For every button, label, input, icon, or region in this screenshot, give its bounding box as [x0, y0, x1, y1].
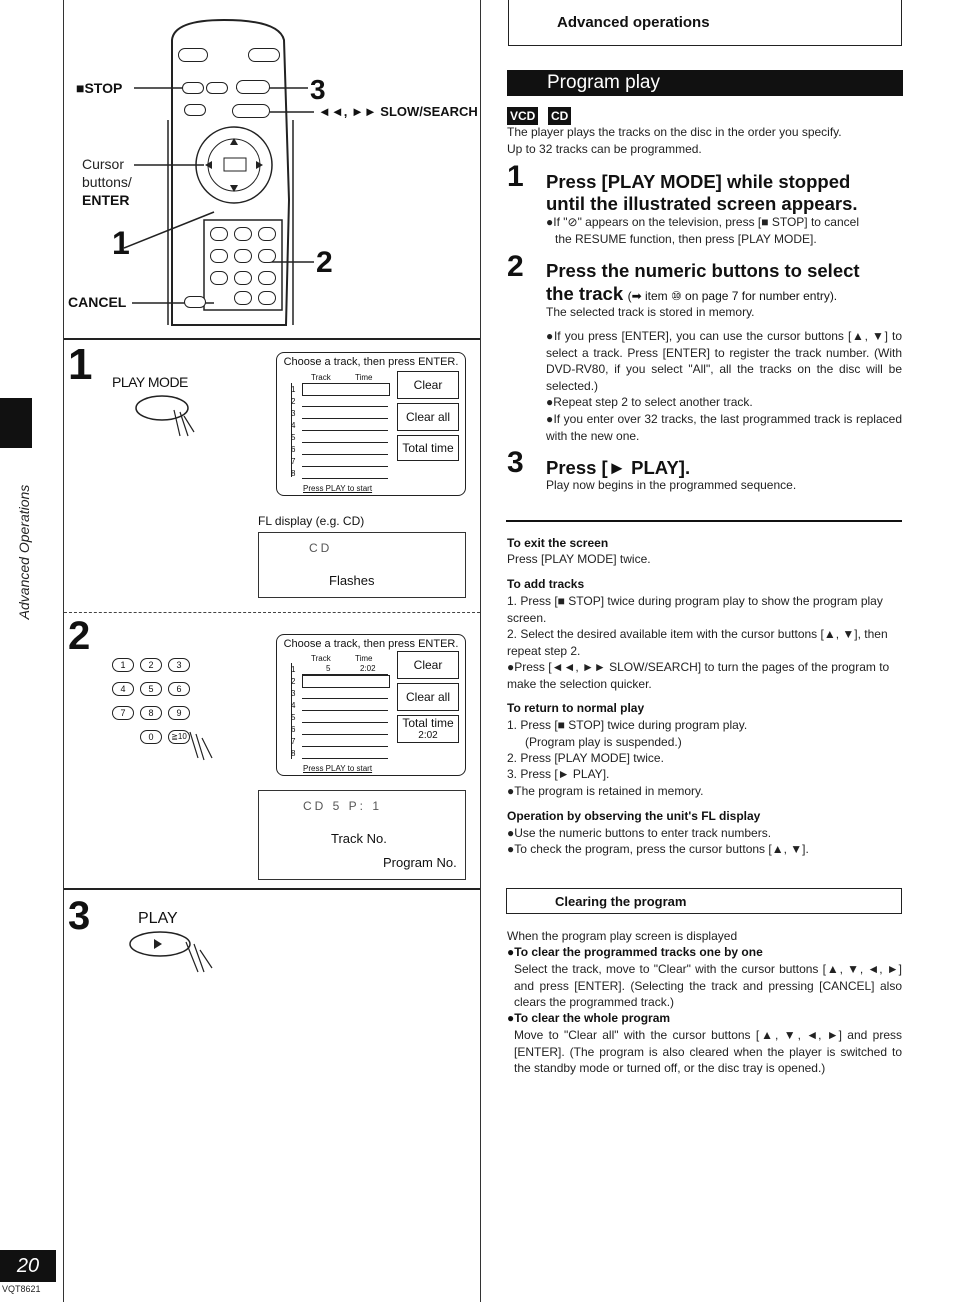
panel2-row-number: 6: [291, 725, 296, 734]
page-number: 20: [0, 1250, 56, 1282]
panel2-program-screen: [276, 634, 466, 776]
step2-heading-line2: the track: [546, 283, 624, 304]
remote-slow-search-button[interactable]: [232, 104, 270, 118]
panel2-fl-text: CD 5 P: 1: [303, 799, 383, 813]
clear-one-text: Select the track, move to "Clear" with the cursor buttons [▲, ▼, ◄, ►] and press [ENTER]. (Selecting the track and pressing [CANCEL] also clears the programmed track.): [514, 962, 902, 1009]
panel1-playmode-label: PLAY MODE: [112, 374, 188, 390]
hand-press-play-icon: [124, 928, 224, 988]
right-column-rule: [480, 0, 481, 1302]
return-step-3: 3. Press [► PLAY].: [507, 767, 610, 781]
fl-op-bullet-1: ●Use the numeric buttons to enter track numbers.: [507, 826, 772, 840]
keypad-key-8[interactable]: 8: [140, 706, 162, 720]
panel2-row-number: 8: [291, 749, 296, 758]
remote-skip-button[interactable]: [184, 104, 206, 116]
intro-line-2: Up to 32 tracks can be programmed.: [507, 142, 702, 156]
panel1-col-track: Track: [311, 373, 331, 382]
panel2-total-time-button[interactable]: [397, 715, 459, 743]
keypad-key-2[interactable]: 2: [140, 658, 162, 672]
panel2-track-row[interactable]: [302, 747, 388, 759]
panel2-track-no-label: Track No.: [331, 831, 387, 846]
keypad-key-6[interactable]: 6: [168, 682, 190, 696]
add-heading: To add tracks: [507, 577, 585, 591]
panel1-track-row[interactable]: [302, 467, 388, 479]
section-tab-marker: [0, 398, 32, 448]
remote-key-1[interactable]: [210, 227, 228, 241]
step2-heading-line1: Press the numeric buttons to select: [546, 260, 860, 281]
return-step-2: 2. Press [PLAY MODE] twice.: [507, 751, 664, 765]
clear-one-heading: ●To clear the programmed tracks one by one: [507, 945, 763, 959]
panel1-track-row[interactable]: [302, 431, 388, 443]
remote-numeric-keypad: [208, 225, 280, 307]
clearing-program-box: [506, 888, 902, 914]
remote-pause-button[interactable]: [206, 82, 228, 94]
step1-callout: 1: [112, 225, 130, 261]
stop-callout: ■STOP: [76, 80, 123, 96]
remote-open-close-button[interactable]: [248, 48, 280, 62]
panel2-row-number: 7: [291, 737, 296, 746]
clear-all-heading: ●To clear the whole program: [507, 1011, 671, 1025]
panel2-row-number: 1: [291, 665, 296, 674]
panel1-track-row[interactable]: [302, 419, 388, 431]
panel2-track-row[interactable]: [302, 735, 388, 747]
panel1-row-number: 7: [291, 457, 296, 466]
panel1-track-row[interactable]: [302, 407, 388, 419]
step1-bullet-1: ●If "⊘" appears on the television, press [■ STOP] to cancel: [546, 215, 859, 229]
remote-cancel-button[interactable]: [184, 296, 206, 308]
return-step-1: 1. Press [■ STOP] twice during program play.: [507, 718, 748, 732]
panel1-screen-title: Choose a track, then press ENTER.: [283, 356, 459, 368]
panel2-track-list: [291, 663, 392, 759]
return-step-1b: (Program play is suspended.): [525, 735, 682, 749]
document-code: VQT8621: [2, 1284, 41, 1294]
panel1-program-screen: [276, 352, 466, 496]
panel2-col-track: Track: [311, 654, 331, 663]
remote-key-0[interactable]: [234, 291, 252, 305]
clear-intro: When the program play screen is displayed: [507, 929, 738, 943]
panel3-step-number: 3: [68, 894, 91, 938]
clearing-program-heading: Clearing the program: [555, 894, 687, 909]
remote-key-7[interactable]: [210, 271, 228, 285]
keypad-key-7[interactable]: 7: [112, 706, 134, 720]
keypad-key-9[interactable]: 9: [168, 706, 190, 720]
add-bullet: ●Press [◄◄, ►► SLOW/SEARCH] to turn the pages of the program to make the selection quicker.: [507, 660, 890, 691]
panel-step-1: [64, 340, 480, 613]
panel2-track-row[interactable]: [302, 711, 388, 723]
panel2-row-number: 5: [291, 713, 296, 722]
panel1-track-row[interactable]: [302, 395, 388, 407]
step2-heading-ref: (➡ item ⑩ on page 7 for number entry).: [627, 289, 838, 303]
fl-op-bullet-2: ●To check the program, press the cursor buttons [▲, ▼].: [507, 842, 809, 856]
intro-line-1: The player plays the tracks on the disc in the order you specify.: [507, 125, 842, 139]
section-side-label: Advanced Operations: [16, 484, 32, 620]
panel1-row-number: 4: [291, 421, 296, 430]
step1-bullet-1b: the RESUME function, then press [PLAY MODE].: [555, 232, 817, 246]
step1-heading-line1: Press [PLAY MODE] while stopped: [546, 171, 851, 192]
add-step-2: 2. Select the desired available item with the cursor buttons [▲, ▼], then repeat step 2.: [507, 627, 888, 658]
panel1-track-row[interactable]: [302, 443, 388, 455]
remote-key-10plus[interactable]: [258, 291, 276, 305]
keypad-key-4[interactable]: 4: [112, 682, 134, 696]
panel2-step-number: 2: [68, 614, 91, 658]
panel2-program-no-label: Program No.: [383, 855, 457, 870]
panel2-track-row[interactable]: [302, 723, 388, 735]
panel1-track-list: [291, 383, 392, 477]
step2-callout: 2: [316, 246, 333, 279]
panel1-step-number: 1: [68, 340, 93, 389]
keypad-key-3[interactable]: 3: [168, 658, 190, 672]
section-header-box: [508, 0, 902, 46]
panel2-screen-title: Choose a track, then press ENTER.: [283, 638, 459, 650]
cursor-callout: Cursor: [82, 156, 125, 172]
vcd-badge: VCD: [507, 107, 538, 125]
remote-key-9[interactable]: [258, 271, 276, 285]
panel1-row-number: 2: [291, 397, 296, 406]
keypad-key-0[interactable]: 0: [140, 730, 162, 744]
step2-number: 2: [507, 250, 524, 283]
step2-bullet-2: ●Repeat step 2 to select another track.: [546, 395, 753, 409]
hand-press-playmode-icon: [134, 392, 204, 442]
panel2-row-number: 2: [291, 677, 296, 686]
panel2-row1-time: 2:02: [360, 664, 376, 673]
panel1-row-number: 8: [291, 469, 296, 478]
panel1-row-number: 6: [291, 445, 296, 454]
panel1-fl-text: CD: [309, 541, 333, 555]
remote-key-5[interactable]: [234, 249, 252, 263]
step2-bullet-1: ●If you press [ENTER], you can use the cursor buttons [▲, ▼] to select a track. Press [ENTER] to register the track number. (With DVD-RV80, if you select "All", all the tracks on the disc will be selected.): [546, 329, 902, 393]
remote-key-2[interactable]: [234, 227, 252, 241]
remote-key-4[interactable]: [210, 249, 228, 263]
step1-number: 1: [507, 160, 524, 193]
slow-search-callout: ◄◄, ►► SLOW/SEARCH: [318, 104, 478, 119]
keypad-key-10plus[interactable]: ≧10: [168, 730, 190, 744]
enter-callout: ENTER: [82, 192, 130, 208]
panel1-col-time: Time: [355, 373, 373, 382]
panel2-col-time: Time: [355, 654, 373, 663]
panel2-keypad: [112, 658, 232, 758]
step3-callout: 3: [310, 74, 326, 105]
remote-play-button[interactable]: [236, 80, 270, 94]
panel1-total-time-button[interactable]: Total time: [397, 435, 459, 461]
add-step-1: 1. Press [■ STOP] twice during program play to show the program play screen.: [507, 594, 883, 625]
panel1-track-row[interactable]: [302, 455, 388, 467]
panel-step-3: [64, 890, 480, 1090]
step3-text: Play now begins in the programmed sequence.: [546, 478, 797, 492]
cd-badge: CD: [548, 107, 571, 125]
remote-key-6[interactable]: [258, 249, 276, 263]
step2-bullet-3: ●If you enter over 32 tracks, the last programmed track is replaced with the new one.: [546, 412, 902, 443]
panel1-fl-display: [258, 532, 466, 598]
panel2-clear-all-button[interactable]: Clear all: [397, 683, 459, 711]
remote-key-3[interactable]: [258, 227, 276, 241]
panel2-track-row[interactable]: [302, 687, 388, 699]
cancel-callout: CANCEL: [68, 294, 127, 310]
remote-key-8[interactable]: [234, 271, 252, 285]
panel2-track-row[interactable]: [302, 699, 388, 711]
step3-heading: Press [► PLAY].: [546, 457, 691, 478]
exit-text: Press [PLAY MODE] twice.: [507, 552, 651, 566]
panel2-row-number: 3: [291, 689, 296, 698]
keypad-key-1[interactable]: 1: [112, 658, 134, 672]
hand-press-keypad-icon: [184, 728, 224, 768]
keypad-key-5[interactable]: 5: [140, 682, 162, 696]
return-heading: To return to normal play: [507, 701, 645, 715]
panel2-total-label: Total time: [402, 716, 454, 730]
buttons-callout: buttons/: [82, 174, 132, 190]
panel1-fl-flashes: Flashes: [329, 573, 375, 588]
panel-step-2: [64, 614, 480, 890]
panel1-screen-footer: Press PLAY to start: [303, 484, 373, 493]
step2-heading-line2-row: [546, 282, 902, 305]
step3-number: 3: [507, 446, 524, 479]
step1-heading-line2: until the illustrated screen appears.: [546, 193, 858, 214]
panel2-row-number: 4: [291, 701, 296, 710]
remote-stop-button[interactable]: [182, 82, 204, 94]
panel2-total-value: 2:02: [418, 730, 438, 741]
panel1-clear-all-button[interactable]: Clear all: [397, 403, 459, 431]
panel1-fl-caption: FL display (e.g. CD): [258, 514, 365, 528]
panel1-clear-button[interactable]: Clear: [397, 371, 459, 399]
panel2-screen-footer: Press PLAY to start: [303, 764, 373, 773]
page-title-bar: Program play: [507, 70, 903, 96]
section-header: Advanced operations: [557, 14, 710, 31]
remote-illustration: [64, 0, 480, 340]
panel1-row-number: 3: [291, 409, 296, 418]
section-divider: [506, 520, 902, 522]
panel3-play-label: PLAY: [138, 910, 178, 927]
panel2-row1-track: 5: [326, 664, 331, 673]
panel1-row-number: 1: [291, 385, 296, 394]
panel2-fl-display: [258, 790, 466, 880]
exit-heading: To exit the screen: [507, 536, 609, 550]
remote-power-button[interactable]: [178, 48, 208, 62]
fl-op-heading: Operation by observing the unit's FL display: [507, 809, 761, 823]
step2-text-1: The selected track is stored in memory.: [546, 305, 755, 319]
clear-all-text: Move to "Clear all" with the cursor buttons [▲, ▼, ◄, ►] and press [ENTER]. (The program is also cleared when the player is switched to the standby mode or turned off, or the disc tray is opened.): [514, 1028, 902, 1075]
return-bullet: ●The program is retained in memory.: [507, 784, 704, 798]
panel1-row-number: 5: [291, 433, 296, 442]
panel2-clear-button[interactable]: Clear: [397, 651, 459, 679]
